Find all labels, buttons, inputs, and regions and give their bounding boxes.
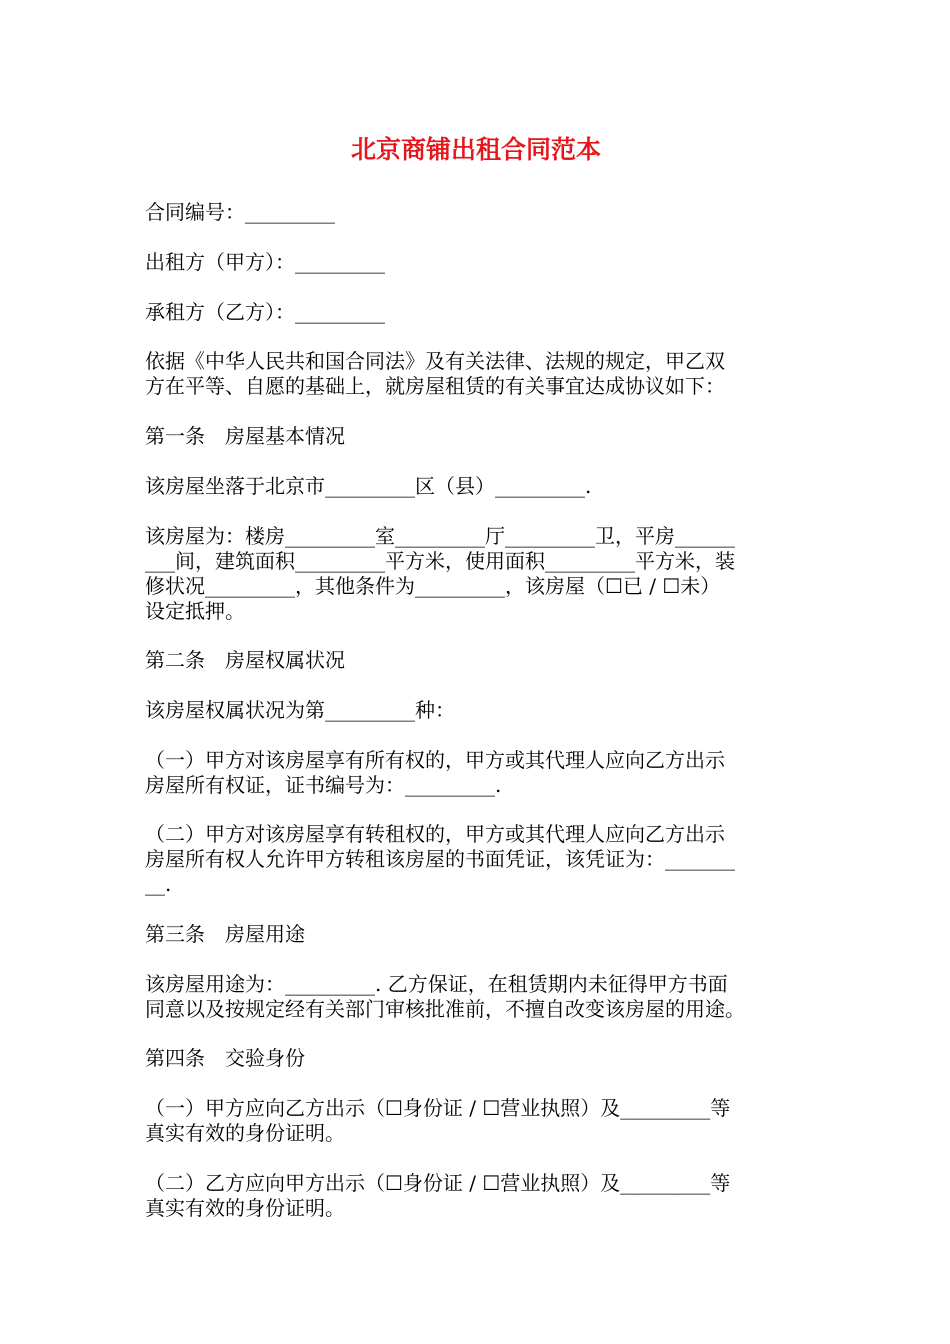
identity-clause-2: （二）乙方应向甲方出示（☐身份证 / ☐营业执照）及_________等 真实有效的身份证明。 xyxy=(145,1171,731,1220)
lessee-line: 承租方（乙方）：_________ xyxy=(145,300,385,324)
ownership-type-paragraph: 该房屋权属状况为第_________种： xyxy=(145,698,455,722)
preamble-paragraph: 依据《中华人民共和国合同法》及有关法律、法规的规定，甲乙双 方在平等、自愿的基础上，就房屋租赁的有关事宜达成协议如下： xyxy=(145,349,725,398)
lessor-line: 出租方（甲方）：_________ xyxy=(145,250,385,274)
article-1-heading: 第一条 房屋基本情况 xyxy=(145,424,345,448)
property-location-paragraph: 该房屋坐落于北京市_________区（县）_________. xyxy=(145,474,592,498)
identity-clause-1: （一）甲方应向乙方出示（☐身份证 / ☐营业执照）及_________等 真实有效的身份证明。 xyxy=(145,1096,731,1145)
contract-number-line: 合同编号：_________ xyxy=(145,200,335,224)
ownership-clause-1: （一）甲方对该房屋享有所有权的，甲方或其代理人应向乙方出示 房屋所有权证，证书编号为：_________. xyxy=(145,748,725,797)
document-title: 北京商铺出租合同范本 xyxy=(350,135,601,164)
article-2-heading: 第二条 房屋权属状况 xyxy=(145,648,345,672)
article-3-heading: 第三条 房屋用途 xyxy=(145,922,305,946)
property-use-paragraph: 该房屋用途为：_________. 乙方保证，在租赁期内未征得甲方书面 同意以及按规定经有关部门审核批准前，不擅自改变该房屋的用途。 xyxy=(145,972,745,1021)
ownership-clause-2: （二）甲方对该房屋享有转租权的，甲方或其代理人应向乙方出示 房屋所有权人允许甲方转租该房屋的书面凭证，该凭证为：_______ __. xyxy=(145,822,735,896)
property-details-paragraph: 该房屋为：楼房_________室_________厅_________卫，平房______ ___间，建筑面积_________平方米，使用面积_________平方米，装 修状况_________，其他条件为_________，该房屋（☐已 / ☐未） 设定抵押。 xyxy=(145,524,735,623)
article-4-heading: 第四条 交验身份 xyxy=(145,1046,305,1070)
